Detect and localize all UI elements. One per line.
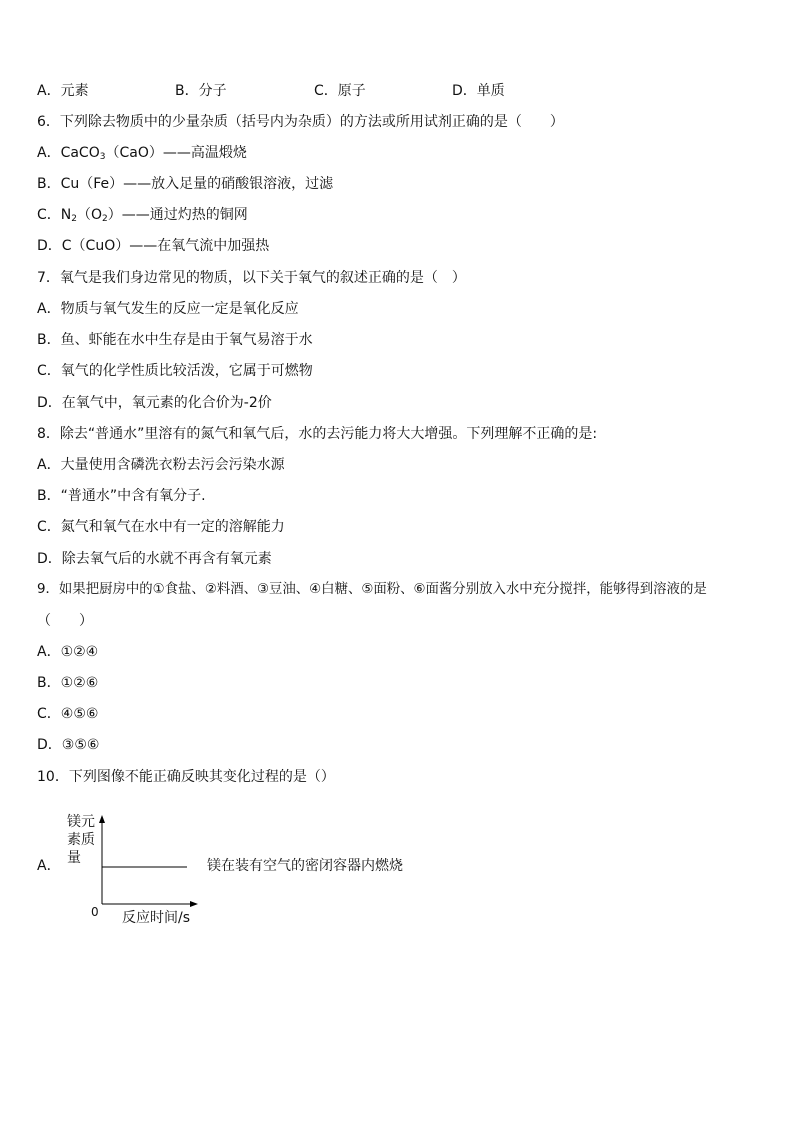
graph-x-axis-arrow <box>190 901 198 907</box>
q6-option-c-rest: ）——通过灼热的铜网 <box>107 207 248 223</box>
q6-option-c <box>37 205 248 225</box>
graph-xlabel: 反应时间/s <box>122 910 191 926</box>
q9-option-b: B．①②⑥ <box>37 675 99 691</box>
q10-option-a-label: A． <box>37 858 61 874</box>
graph-origin-label: 0 <box>91 905 99 919</box>
q8-option-c: C．氮气和氧气在水中有一定的溶解能力 <box>37 519 285 535</box>
q5-option-d: D．单质 <box>452 83 505 99</box>
q8-option-a: A．大量使用含磷洗衣粉去污会污染水源 <box>37 457 285 473</box>
graph-ylabel-line-2: 素质 <box>67 832 95 848</box>
q10-option-a-graph <box>37 812 437 932</box>
q8-option-b: B．“普通水”中含有氧分子. <box>37 488 206 504</box>
q7-option-d: D．在氧气中，氧元素的化合价为-2价 <box>37 395 272 411</box>
q6-option-a <box>37 143 247 163</box>
q6-option-a-subscript: 3 <box>99 152 106 162</box>
q7-option-b: B．鱼、虾能在水中生存是由于氧气易溶于水 <box>37 332 313 348</box>
q5-option-c: C．原子 <box>314 83 366 99</box>
q9-option-a: A．①②④ <box>37 644 99 660</box>
q7-option-c: C．氧气的化学性质比较活泼，它属于可燃物 <box>37 363 313 379</box>
q7-option-a: A．物质与氧气发生的反应一定是氧化反应 <box>37 301 299 317</box>
q6-option-d: D．C（CuO）——在氧气流中加强热 <box>37 238 270 254</box>
q8-stem: 8．除去“普通水”里溶有的氮气和氧气后，水的去污能力将大大增强。下列理解不正确的是: <box>37 426 598 442</box>
q5-option-a: A．元素 <box>37 83 89 99</box>
graph-annotation: 镁在装有空气的密闭容器内燃烧 <box>207 858 403 874</box>
q9-stem-bracket: （ ） <box>37 613 93 629</box>
q9-stem: 9．如果把厨房中的①食盐、②料酒、③豆油、④白糖、⑤面粉、⑥面酱分别放入水中充分搅拌，能够得到溶液的是 <box>37 582 707 597</box>
q6-option-c-subscript-1: 2 <box>71 214 77 224</box>
q6-option-a-text: A．CaCO <box>37 145 100 161</box>
q6-option-a-rest: （CaO）——高温煅烧 <box>105 145 247 161</box>
q6-option-c-mid: （O <box>76 207 103 223</box>
q9-option-c: C．④⑤⑥ <box>37 706 99 722</box>
graph-ylabel-line-3: 量 <box>67 850 81 866</box>
q8-option-d: D．除去氧气后的水就不再含有氧元素 <box>37 551 272 567</box>
q6-stem: 6．下列除去物质中的少量杂质（括号内为杂质）的方法或所用试剂正确的是（ ） <box>37 114 564 130</box>
q9-option-d: D．③⑤⑥ <box>37 737 100 753</box>
graph-ylabel-line-1: 镁元 <box>67 814 95 830</box>
q7-stem: 7．氧气是我们身边常见的物质，以下关于氧气的叙述正确的是（ ） <box>37 270 466 286</box>
q10-stem: 10．下列图像不能正确反映其变化过程的是（） <box>37 769 335 785</box>
q6-option-b: B．Cu（Fe）——放入足量的硝酸银溶液，过滤 <box>37 176 334 192</box>
q5-option-b: B．分子 <box>175 83 227 99</box>
q6-option-c-subscript-2: 2 <box>102 214 108 224</box>
graph-y-axis-arrow <box>99 815 105 823</box>
q6-option-c-text: C．N <box>37 207 72 223</box>
